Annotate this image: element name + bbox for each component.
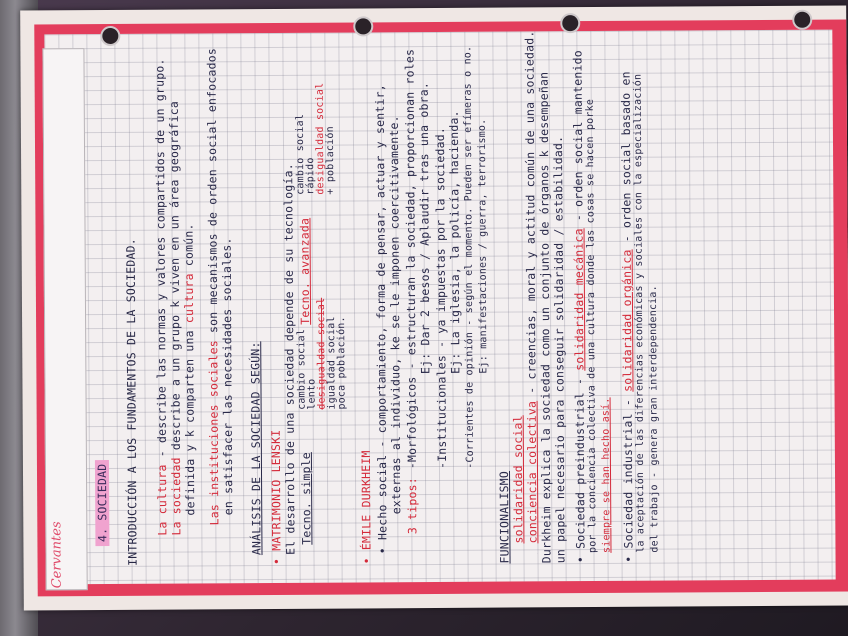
durkheim-hecho: • Hecho social - comportamiento, forma de pensar, actuar y sentir, <box>372 84 390 555</box>
funcionalismo-ss: solidaridad social <box>510 415 526 544</box>
funcionalismo-heading: FUNCIONALISMO <box>496 470 512 564</box>
industrial-line-1: • Sociedad industrial - solidaridad orgánica - orden social basado en <box>618 71 636 563</box>
preindustrial-line-2: por la conciencia colectiva de una cultura donde las cosas se hacen porke <box>584 98 599 554</box>
durkheim-inst-ej: Ej: La iglesia, la policía, hacienda. <box>446 110 463 374</box>
analysis-heading: ANÁLISIS DE LA SOCIEDAD SEGÚN: <box>248 341 264 556</box>
durkheim-tipos: 3 tipos: <box>405 477 420 535</box>
lenski-simple: Tecno. simple <box>298 452 314 545</box>
intro-line-4: Las instituciones sociales son mecanismos de orden social enfocados <box>204 48 222 526</box>
lenski-simple-item: poca población. <box>336 316 348 410</box>
durkheim-morf-ej: Ej: Dar 2 besos / Aplaudir tras una obra. <box>416 81 433 375</box>
handwritten-notes <box>90 30 733 576</box>
funcionalismo-f2: un papel necesario para conseguir solidaridad / estabilidad. <box>550 135 568 564</box>
page-title: INTRODUCCIÓN A LOS FUNDAMENTOS DE LA SOCIEDAD. <box>123 238 140 566</box>
industrial-line-3: del trabajo - genera gran interdependencia. <box>647 285 661 553</box>
punch-hole <box>792 10 812 30</box>
intro-line-5: en satisfacer las necesidades sociales. <box>219 237 236 516</box>
durkheim-heading: • ÉMILE DURKHEIM <box>358 450 374 565</box>
brand-logo <box>49 521 83 590</box>
intro-line-2: La sociedad describe a un grupo k viven en un área geográfica <box>166 100 184 536</box>
intro-line-3: definida y k comparten una cultura común. <box>181 223 198 516</box>
durkheim-corr: -Corrientes de opinión - según el momento. Pueden ser efímeras o no. <box>462 45 476 469</box>
notebook-page <box>20 5 848 610</box>
lenski-avanzada-item: cambio social <box>294 113 307 195</box>
durkheim-hecho-2: externas al individuo, ke se le imponen coercitivamente. <box>386 115 404 515</box>
funcionalismo-cc: conciencia colectiva - creencias, moral y actitud común de una sociedad. <box>522 30 540 544</box>
lenski-avanzada-item: desigualdad social <box>314 82 327 195</box>
preindustrial-line-3: siempre se han hecho así. <box>600 397 613 553</box>
intro-line-1: La cultura - describe las normas y valores compartidos de un grupo. <box>152 58 170 536</box>
lenski-simple-item: lento <box>306 378 318 410</box>
lenski-heading: • MATRIMONIO LENSKI <box>268 429 284 566</box>
durkheim-corr-ej: Ej: manifestaciones / guerra, terrorismo. <box>476 118 490 374</box>
lenski-avanzada-item: + población <box>324 126 337 195</box>
preindustrial-line-1: • Sociedad preindustrial - solidaridad mecánica - orden social mantenido <box>570 50 588 564</box>
punch-hole <box>353 16 373 36</box>
punch-hole <box>100 26 120 46</box>
lenski-simple-item: cambio social <box>296 328 308 410</box>
header-box <box>42 48 87 590</box>
industrial-line-2: la aceptación de las diferencias económicas y sociales con la especialización <box>632 73 647 553</box>
punch-hole <box>560 13 580 33</box>
lenski-avanzada-item: rápido <box>305 157 317 195</box>
durkheim-morf: -Morfológicos - estructuran la sociedad, proporcionan roles <box>402 48 419 470</box>
lenski-simple-item: desigualdad social <box>315 297 328 410</box>
lenski-simple-item: igualdad social <box>326 316 338 410</box>
chapter-label: 4. SOCIEDAD <box>95 460 110 546</box>
funcionalismo-f1: Durkheim explica la sociedad como un conjunto de órganos k desempeñan <box>536 71 554 564</box>
durkheim-inst: -Institucionales - ya impuestas por la sociedad. <box>432 126 449 470</box>
lenski-line-1: El desarrollo de una sociedad depende de su tecnología. <box>281 163 298 555</box>
lenski-avanzada: Tecno. avanzada <box>297 217 313 325</box>
brand-text: Cervantes <box>49 521 65 589</box>
